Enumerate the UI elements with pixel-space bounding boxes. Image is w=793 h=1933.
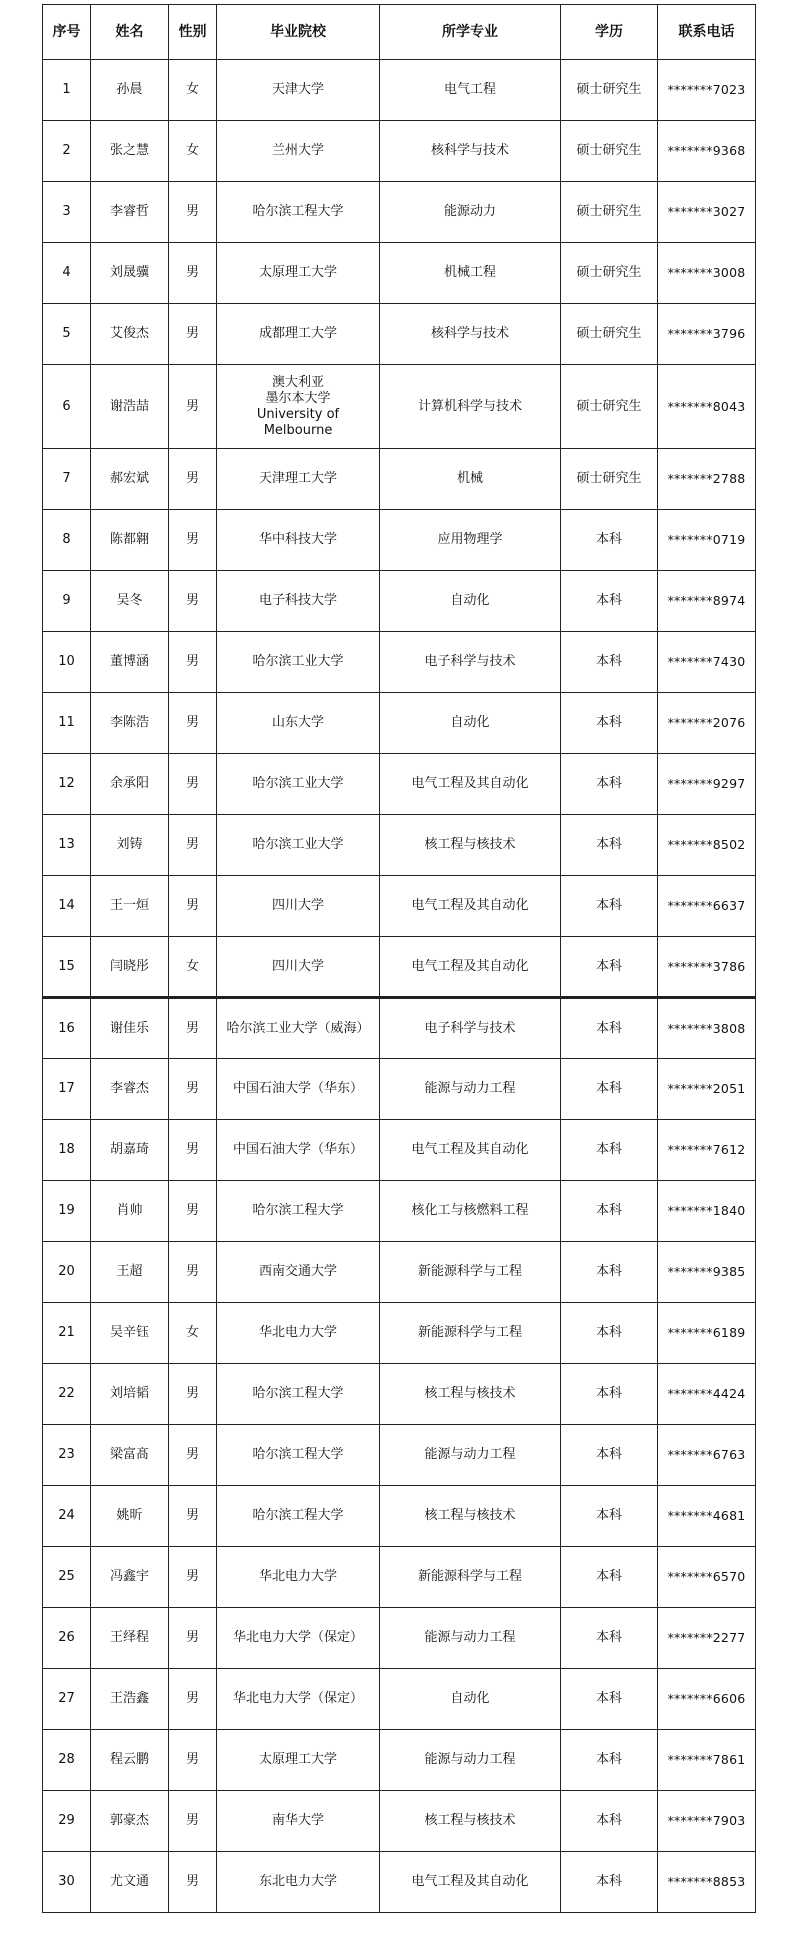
header-school: 毕业院校 [217, 5, 380, 60]
cell-degree: 硕士研究生 [561, 182, 658, 243]
cell-phone: *******3796 [658, 304, 756, 365]
cell-major: 电子科学与技术 [380, 632, 561, 693]
cell-phone: *******1840 [658, 1181, 756, 1242]
cell-phone: *******3008 [658, 243, 756, 304]
cell-no: 30 [43, 1852, 91, 1913]
table-row [43, 815, 756, 876]
cell-sex: 男 [169, 632, 217, 693]
cell-no: 2 [43, 121, 91, 182]
table-row [43, 998, 756, 1059]
table-header [43, 5, 756, 60]
cell-phone: *******7023 [658, 60, 756, 121]
cell-phone: *******2277 [658, 1608, 756, 1669]
table-row [43, 365, 756, 449]
cell-no: 8 [43, 510, 91, 571]
cell-phone: *******9385 [658, 1242, 756, 1303]
cell-degree: 本科 [561, 1120, 658, 1181]
cell-sex: 男 [169, 1791, 217, 1852]
cell-phone: *******8974 [658, 571, 756, 632]
cell-major: 能源与动力工程 [380, 1425, 561, 1486]
cell-no: 28 [43, 1730, 91, 1791]
cell-phone: *******8502 [658, 815, 756, 876]
cell-major: 能源与动力工程 [380, 1730, 561, 1791]
cell-school: 电子科技大学 [217, 571, 380, 632]
cell-phone: *******3808 [658, 998, 756, 1059]
table-row [43, 182, 756, 243]
cell-phone: *******4681 [658, 1486, 756, 1547]
cell-school: 哈尔滨工业大学 [217, 754, 380, 815]
cell-phone: *******6189 [658, 1303, 756, 1364]
cell-degree: 本科 [561, 510, 658, 571]
cell-sex: 男 [169, 1120, 217, 1181]
cell-school: 哈尔滨工业大学（威海） [217, 998, 380, 1059]
cell-school: 天津大学 [217, 60, 380, 121]
cell-major: 核工程与核技术 [380, 1791, 561, 1852]
cell-school: 南华大学 [217, 1791, 380, 1852]
cell-degree: 本科 [561, 1242, 658, 1303]
cell-sex: 男 [169, 1242, 217, 1303]
cell-sex: 男 [169, 1608, 217, 1669]
cell-sex: 男 [169, 1852, 217, 1913]
cell-no: 18 [43, 1120, 91, 1181]
cell-name: 闫晓彤 [91, 937, 169, 998]
cell-no: 25 [43, 1547, 91, 1608]
cell-name: 谢佳乐 [91, 998, 169, 1059]
cell-degree: 本科 [561, 693, 658, 754]
table-row [43, 937, 756, 998]
cell-no: 14 [43, 876, 91, 937]
cell-sex: 男 [169, 754, 217, 815]
cell-school: 华北电力大学（保定） [217, 1669, 380, 1730]
cell-major: 自动化 [380, 693, 561, 754]
cell-school: 西南交通大学 [217, 1242, 380, 1303]
cell-phone: *******6637 [658, 876, 756, 937]
header-degree: 学历 [561, 5, 658, 60]
cell-sex: 女 [169, 60, 217, 121]
cell-major: 计算机科学与技术 [380, 365, 561, 449]
table-row [43, 1120, 756, 1181]
table-row [43, 693, 756, 754]
cell-sex: 男 [169, 449, 217, 510]
cell-name: 王浩鑫 [91, 1669, 169, 1730]
cell-school: 中国石油大学（华东） [217, 1120, 380, 1181]
table-row [43, 571, 756, 632]
cell-degree: 硕士研究生 [561, 304, 658, 365]
cell-degree: 硕士研究生 [561, 449, 658, 510]
cell-name: 李睿杰 [91, 1059, 169, 1120]
cell-school-line: Melbourne [263, 422, 333, 438]
cell-degree: 本科 [561, 937, 658, 998]
table-row [43, 1669, 756, 1730]
cell-degree: 本科 [561, 1791, 658, 1852]
cell-degree: 本科 [561, 1608, 658, 1669]
cell-major: 能源与动力工程 [380, 1059, 561, 1120]
cell-degree: 本科 [561, 1669, 658, 1730]
cell-name: 尤文通 [91, 1852, 169, 1913]
table-row [43, 1303, 756, 1364]
cell-major: 能源与动力工程 [380, 1608, 561, 1669]
cell-no: 4 [43, 243, 91, 304]
cell-name: 冯鑫宇 [91, 1547, 169, 1608]
cell-name: 吴冬 [91, 571, 169, 632]
cell-no: 24 [43, 1486, 91, 1547]
table-row [43, 243, 756, 304]
cell-name: 张之慧 [91, 121, 169, 182]
cell-sex: 男 [169, 510, 217, 571]
header-no: 序号 [43, 5, 91, 60]
cell-school: 哈尔滨工程大学 [217, 1364, 380, 1425]
header-sex: 性别 [169, 5, 217, 60]
cell-no: 13 [43, 815, 91, 876]
table-row [43, 121, 756, 182]
cell-degree: 本科 [561, 1547, 658, 1608]
cell-sex: 男 [169, 815, 217, 876]
cell-no: 11 [43, 693, 91, 754]
cell-school: 四川大学 [217, 876, 380, 937]
cell-major: 自动化 [380, 571, 561, 632]
cell-degree: 本科 [561, 1181, 658, 1242]
cell-phone: *******9297 [658, 754, 756, 815]
cell-name: 余承阳 [91, 754, 169, 815]
cell-sex: 女 [169, 937, 217, 998]
cell-name: 姚昕 [91, 1486, 169, 1547]
table-row [43, 60, 756, 121]
table-row [43, 510, 756, 571]
cell-major: 核科学与技术 [380, 121, 561, 182]
cell-no: 23 [43, 1425, 91, 1486]
cell-phone: *******6763 [658, 1425, 756, 1486]
cell-no: 7 [43, 449, 91, 510]
cell-school: 哈尔滨工程大学 [217, 1425, 380, 1486]
cell-sex: 男 [169, 1486, 217, 1547]
cell-degree: 本科 [561, 1425, 658, 1486]
cell-name: 刘晟骥 [91, 243, 169, 304]
cell-name: 胡嘉琦 [91, 1120, 169, 1181]
cell-degree: 本科 [561, 1059, 658, 1120]
table-row [43, 1364, 756, 1425]
cell-sex: 男 [169, 304, 217, 365]
cell-sex: 男 [169, 1425, 217, 1486]
cell-school-line: 墨尔本大学 [265, 390, 331, 406]
cell-school: 成都理工大学 [217, 304, 380, 365]
cell-major: 电气工程及其自动化 [380, 1852, 561, 1913]
cell-school-line: University of [256, 406, 340, 422]
cell-no: 19 [43, 1181, 91, 1242]
cell-major: 新能源科学与工程 [380, 1303, 561, 1364]
cell-degree: 本科 [561, 1486, 658, 1547]
cell-sex: 男 [169, 693, 217, 754]
table-row [43, 1852, 756, 1913]
cell-sex: 男 [169, 998, 217, 1059]
cell-sex: 男 [169, 1364, 217, 1425]
cell-name: 孙晨 [91, 60, 169, 121]
cell-name: 刘铸 [91, 815, 169, 876]
cell-school: 哈尔滨工程大学 [217, 1486, 380, 1547]
table-row [43, 1181, 756, 1242]
cell-degree: 本科 [561, 815, 658, 876]
cell-school: 哈尔滨工业大学 [217, 632, 380, 693]
cell-school: 华北电力大学 [217, 1303, 380, 1364]
cell-sex: 男 [169, 1181, 217, 1242]
cell-no: 21 [43, 1303, 91, 1364]
cell-sex: 男 [169, 365, 217, 449]
cell-degree: 硕士研究生 [561, 121, 658, 182]
cell-major: 新能源科学与工程 [380, 1547, 561, 1608]
cell-degree: 硕士研究生 [561, 60, 658, 121]
cell-sex: 男 [169, 876, 217, 937]
cell-no: 9 [43, 571, 91, 632]
cell-major: 核化工与核燃料工程 [380, 1181, 561, 1242]
cell-major: 核工程与核技术 [380, 1486, 561, 1547]
table-body [43, 60, 756, 1913]
cell-major: 应用物理学 [380, 510, 561, 571]
table-row [43, 1486, 756, 1547]
cell-major: 自动化 [380, 1669, 561, 1730]
table-row [43, 1425, 756, 1486]
cell-school: 哈尔滨工程大学 [217, 1181, 380, 1242]
header-name: 姓名 [91, 5, 169, 60]
cell-name: 李睿哲 [91, 182, 169, 243]
cell-no: 16 [43, 998, 91, 1059]
cell-name: 吴辛钰 [91, 1303, 169, 1364]
cell-no: 6 [43, 365, 91, 449]
cell-school: 华北电力大学（保定） [217, 1608, 380, 1669]
candidate-table [42, 4, 756, 1913]
cell-major: 电气工程 [380, 60, 561, 121]
cell-name: 肖帅 [91, 1181, 169, 1242]
cell-school: 华中科技大学 [217, 510, 380, 571]
cell-no: 3 [43, 182, 91, 243]
cell-degree: 本科 [561, 571, 658, 632]
cell-major: 机械工程 [380, 243, 561, 304]
cell-no: 15 [43, 937, 91, 998]
cell-degree: 本科 [561, 1364, 658, 1425]
table-row [43, 1608, 756, 1669]
cell-major: 能源动力 [380, 182, 561, 243]
table-row [43, 449, 756, 510]
header-phone: 联系电话 [658, 5, 756, 60]
cell-name: 王超 [91, 1242, 169, 1303]
cell-no: 5 [43, 304, 91, 365]
cell-major: 电子科学与技术 [380, 998, 561, 1059]
cell-degree: 本科 [561, 632, 658, 693]
cell-no: 26 [43, 1608, 91, 1669]
table-row [43, 632, 756, 693]
cell-major: 核科学与技术 [380, 304, 561, 365]
cell-sex: 男 [169, 1730, 217, 1791]
table-row [43, 1547, 756, 1608]
cell-phone: *******0719 [658, 510, 756, 571]
cell-school: 华北电力大学 [217, 1547, 380, 1608]
cell-school: 哈尔滨工业大学 [217, 815, 380, 876]
cell-sex: 男 [169, 182, 217, 243]
table-row [43, 1791, 756, 1852]
cell-school: 哈尔滨工程大学 [217, 182, 380, 243]
cell-sex: 男 [169, 1547, 217, 1608]
cell-phone: *******3786 [658, 937, 756, 998]
cell-no: 10 [43, 632, 91, 693]
cell-name: 郝宏斌 [91, 449, 169, 510]
cell-no: 20 [43, 1242, 91, 1303]
cell-degree: 本科 [561, 998, 658, 1059]
table-row [43, 754, 756, 815]
cell-degree: 本科 [561, 754, 658, 815]
table-row [43, 1242, 756, 1303]
cell-name: 艾俊杰 [91, 304, 169, 365]
cell-school [217, 365, 380, 449]
cell-degree: 本科 [561, 1852, 658, 1913]
cell-name: 李陈浩 [91, 693, 169, 754]
cell-phone: *******4424 [658, 1364, 756, 1425]
cell-degree: 硕士研究生 [561, 243, 658, 304]
cell-school: 四川大学 [217, 937, 380, 998]
cell-phone: *******2788 [658, 449, 756, 510]
cell-sex: 女 [169, 1303, 217, 1364]
cell-phone: *******8853 [658, 1852, 756, 1913]
cell-no: 17 [43, 1059, 91, 1120]
cell-phone: *******2051 [658, 1059, 756, 1120]
cell-degree: 本科 [561, 876, 658, 937]
cell-school: 太原理工大学 [217, 1730, 380, 1791]
cell-no: 12 [43, 754, 91, 815]
cell-school: 太原理工大学 [217, 243, 380, 304]
cell-sex: 男 [169, 243, 217, 304]
cell-no: 27 [43, 1669, 91, 1730]
cell-phone: *******3027 [658, 182, 756, 243]
cell-phone: *******8043 [658, 365, 756, 449]
cell-major: 电气工程及其自动化 [380, 754, 561, 815]
cell-sex: 男 [169, 1059, 217, 1120]
cell-sex: 男 [169, 571, 217, 632]
cell-phone: *******7430 [658, 632, 756, 693]
cell-name: 陈都翱 [91, 510, 169, 571]
cell-school: 兰州大学 [217, 121, 380, 182]
cell-major: 机械 [380, 449, 561, 510]
cell-major: 核工程与核技术 [380, 815, 561, 876]
cell-name: 梁富髙 [91, 1425, 169, 1486]
cell-name: 谢浩喆 [91, 365, 169, 449]
table-row [43, 304, 756, 365]
cell-school: 东北电力大学 [217, 1852, 380, 1913]
table-row [43, 1059, 756, 1120]
cell-phone: *******6606 [658, 1669, 756, 1730]
cell-name: 刘培韬 [91, 1364, 169, 1425]
cell-no: 29 [43, 1791, 91, 1852]
cell-no: 22 [43, 1364, 91, 1425]
header-row [43, 5, 756, 60]
table-row [43, 876, 756, 937]
cell-sex: 男 [169, 1669, 217, 1730]
cell-school: 天津理工大学 [217, 449, 380, 510]
cell-phone: *******2076 [658, 693, 756, 754]
cell-no: 1 [43, 60, 91, 121]
cell-major: 电气工程及其自动化 [380, 937, 561, 998]
cell-phone: *******7612 [658, 1120, 756, 1181]
cell-name: 程云鹏 [91, 1730, 169, 1791]
cell-major: 电气工程及其自动化 [380, 876, 561, 937]
cell-phone: *******7861 [658, 1730, 756, 1791]
cell-school-line: 澳大利亚 [271, 374, 324, 390]
cell-major: 新能源科学与工程 [380, 1242, 561, 1303]
cell-phone: *******9368 [658, 121, 756, 182]
candidate-table-sheet [42, 4, 755, 1913]
cell-major: 核工程与核技术 [380, 1364, 561, 1425]
cell-name: 董博涵 [91, 632, 169, 693]
cell-school: 中国石油大学（华东） [217, 1059, 380, 1120]
cell-major: 电气工程及其自动化 [380, 1120, 561, 1181]
cell-name: 王一烜 [91, 876, 169, 937]
cell-degree: 硕士研究生 [561, 365, 658, 449]
cell-sex: 女 [169, 121, 217, 182]
cell-phone: *******7903 [658, 1791, 756, 1852]
cell-name: 郭豪杰 [91, 1791, 169, 1852]
cell-phone: *******6570 [658, 1547, 756, 1608]
cell-degree: 本科 [561, 1303, 658, 1364]
cell-school: 山东大学 [217, 693, 380, 754]
cell-name: 王绎程 [91, 1608, 169, 1669]
table-row [43, 1730, 756, 1791]
cell-degree: 本科 [561, 1730, 658, 1791]
header-major: 所学专业 [380, 5, 561, 60]
